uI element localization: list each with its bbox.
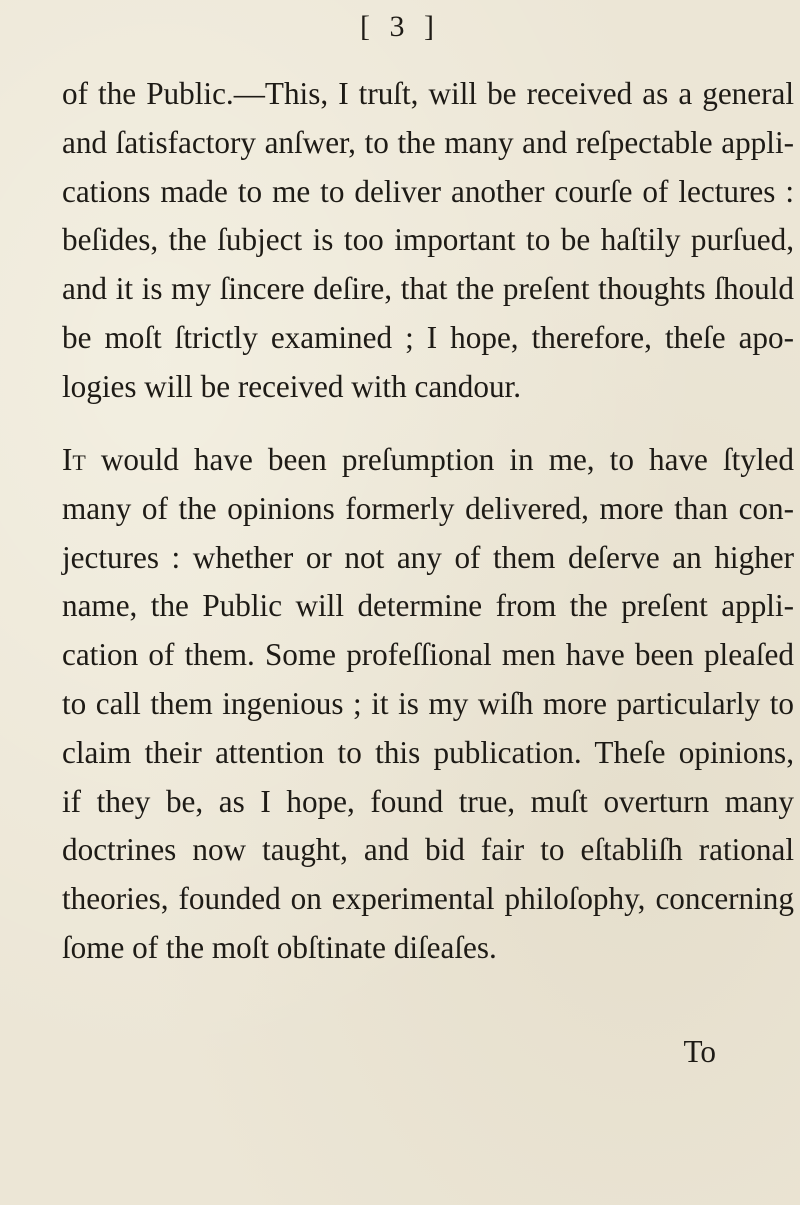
first-line-rest: would have been preſumption in me, to have ſtyled	[100, 442, 794, 477]
text-line: and it is my ſincere deſire, that the preſent thoughts ſhould	[62, 271, 794, 307]
text-line: be moſt ſtrictly examined ; I hope, therefore, theſe apo-	[62, 319, 794, 355]
page-number-header: [ 3 ]	[360, 10, 440, 43]
text-line: to call them ingenious ; it is my wiſh more particularly to	[62, 685, 794, 721]
text-line: theories, founded on experimental philoſophy, concerning	[62, 881, 794, 917]
text-line: doctrines now taught, and bid fair to eſtabliſh rational	[62, 832, 794, 868]
text-line: ſome of the moſt obſtinate diſeaſes.	[62, 929, 497, 965]
paragraph-2	[62, 436, 794, 973]
text-line: many of the opinions formerly delivered, more than con-	[62, 490, 794, 526]
paragraph-1	[62, 70, 794, 412]
text-line: of the Public.—This, I truſt, will be received as a general	[62, 76, 794, 111]
text-line-first	[62, 436, 794, 485]
text-line: cation of them. Some profeſſional men have been pleaſed	[62, 637, 794, 673]
text-line: claim their attention to this publication. Theſe opinions,	[62, 734, 794, 770]
text-line: if they be, as I hope, found true, muſt overturn many	[62, 783, 794, 819]
catchword: To	[683, 1034, 716, 1069]
text-line: beſides, the ſubject is too important to be haſtily purſued,	[62, 222, 794, 258]
initial-word: It	[62, 442, 86, 477]
text-line: and ſatisfactory anſwer, to the many and reſpectable appli-	[62, 124, 794, 160]
text-line: jectures : whether or not any of them deſerve an higher	[62, 539, 794, 575]
text-line: name, the Public will determine from the preſent appli-	[62, 588, 794, 624]
text-line: logies will be received with candour.	[62, 368, 522, 404]
text-line: cations made to me to deliver another courſe of lectures :	[62, 173, 794, 209]
